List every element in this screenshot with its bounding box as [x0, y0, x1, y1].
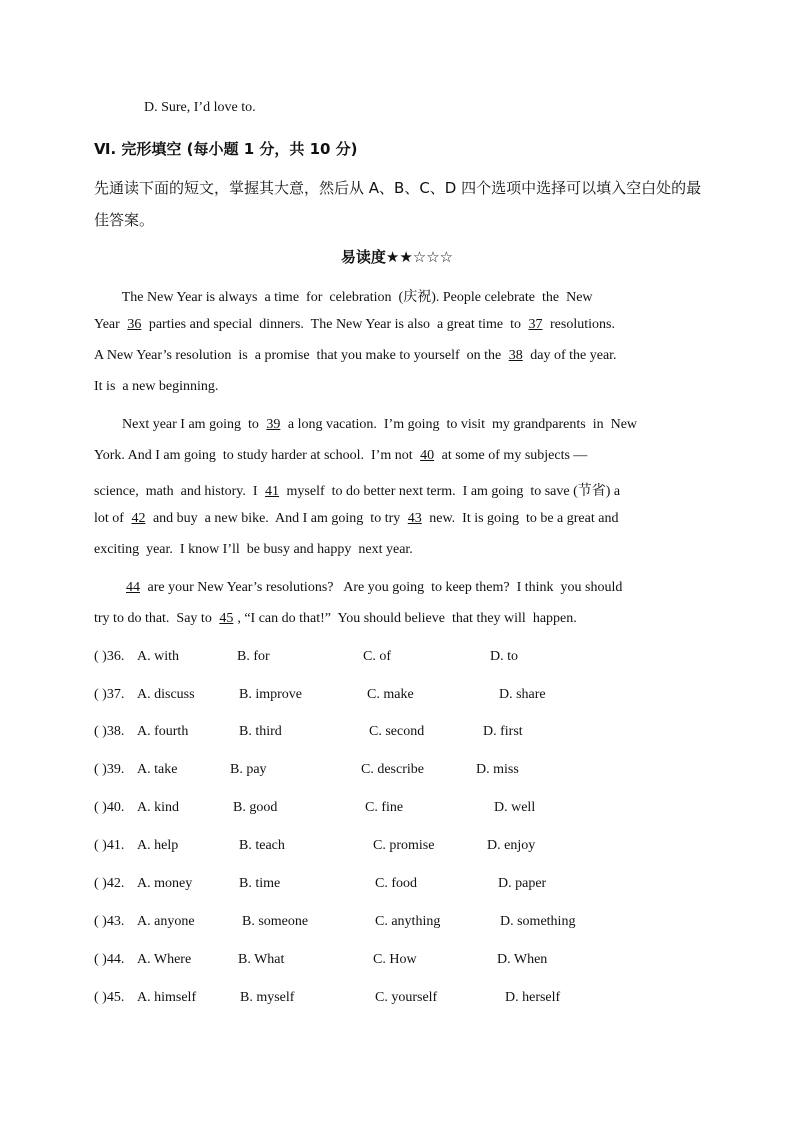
section-instruction: 先通读下面的短文，掌握其大意，然后从 A、B、C、D 四个选项中选择可以填入空白处的最佳答案。: [94, 179, 702, 229]
passage-text: A New Year’s resolution is a promise that you make to yourself on the: [94, 348, 505, 363]
option-d: D. paper: [498, 876, 547, 891]
passage-text: exciting year. I know I’ll be busy and happy next year.: [94, 542, 413, 557]
question-number: ( )39.: [94, 762, 125, 777]
option-b: B. time: [239, 876, 281, 891]
passage-line: [94, 480, 620, 500]
question-number: ( )40.: [94, 800, 125, 815]
blank-41: 41: [265, 484, 280, 499]
passage-text: new. It is going to be a great and: [425, 511, 619, 526]
passage-line: [94, 348, 617, 364]
option-d: D. first: [483, 724, 523, 739]
blank-38: 38: [508, 348, 523, 363]
blank-36: 36: [127, 317, 142, 332]
passage-text: try to do that. Say to: [94, 611, 216, 626]
option-a: A. anyone: [137, 914, 195, 929]
passage-line: [94, 448, 587, 464]
option-c: C. How: [373, 952, 417, 967]
option-a: A. money: [137, 876, 193, 891]
passage-text: The New Year is always a time for celebration (庆祝). People celebrate the New: [94, 290, 593, 305]
section-title: Ⅵ. 完形填空 (每小题 1 分，共 10 分): [94, 140, 358, 158]
option-d: D. something: [500, 914, 576, 929]
passage-text: resolutions.: [546, 317, 615, 332]
passage-text: myself to do better next term. I am going to save (节省) a: [283, 484, 621, 499]
question-number: ( )38.: [94, 724, 125, 739]
passage-text: day of the year.: [526, 348, 617, 363]
option-c: C. yourself: [375, 990, 438, 1005]
option-a: A. fourth: [137, 724, 189, 739]
option-c: C. of: [363, 649, 391, 664]
option-c: C. second: [369, 724, 425, 739]
option-a: A. with: [137, 649, 179, 664]
option-b: B. someone: [242, 914, 309, 929]
option-d: D. enjoy: [487, 838, 536, 853]
option-d: D. When: [497, 952, 548, 967]
blank-37: 37: [528, 317, 543, 332]
difficulty-rating: 易读度★★☆☆☆: [340, 248, 454, 266]
option-b: B. good: [233, 800, 278, 815]
option-b: B. myself: [240, 990, 295, 1005]
passage-line: [94, 580, 622, 596]
passage-line: [94, 417, 637, 433]
blank-39: 39: [266, 417, 281, 432]
option-d: D. well: [494, 800, 536, 815]
option-a: A. help: [137, 838, 179, 853]
passage-text: a long vacation. I’m going to visit my grandparents in New: [284, 417, 638, 432]
option-a: A. Where: [137, 952, 192, 967]
passage-line: [94, 379, 218, 395]
passage-text: and buy a new bike. And I am going to try: [149, 511, 404, 526]
question-number: ( )43.: [94, 914, 125, 929]
question-number: ( )45.: [94, 990, 125, 1005]
passage-text: [94, 580, 122, 595]
option-a: A. discuss: [137, 687, 195, 702]
passage-text: science, math and history. I: [94, 484, 262, 499]
passage-line: [94, 542, 413, 558]
option-a: A. kind: [137, 800, 179, 815]
passage-line: [94, 611, 577, 627]
blank-45: 45: [219, 611, 234, 626]
option-b: B. improve: [239, 687, 302, 702]
option-c: C. promise: [373, 838, 435, 853]
blank-42: 42: [131, 511, 146, 526]
question-number: ( )37.: [94, 687, 125, 702]
question-number: ( )36.: [94, 649, 125, 664]
option-b: B. third: [239, 724, 282, 739]
passage-line: [94, 511, 618, 527]
option-b: B. What: [238, 952, 285, 967]
option-a: A. himself: [137, 990, 197, 1005]
passage-text: lot of: [94, 511, 128, 526]
question-number: ( )41.: [94, 838, 125, 853]
question-number: ( )44.: [94, 952, 125, 967]
option-c: C. anything: [375, 914, 441, 929]
passage-text: are your New Year’s resolutions? Are you going to keep them? I think you should: [144, 580, 623, 595]
option-c: C. fine: [365, 800, 404, 815]
passage-text: York. And I am going to study harder at school. I’m not: [94, 448, 417, 463]
blank-44: 44: [126, 580, 140, 595]
blank-43: 43: [407, 511, 422, 526]
passage-text: It is a new beginning.: [94, 379, 219, 394]
option-b: B. teach: [239, 838, 285, 853]
passage-line: [94, 317, 615, 333]
blank-40: 40: [420, 448, 435, 463]
option-c: C. make: [367, 687, 414, 702]
passage-text: at some of my subjects —: [438, 448, 588, 463]
option-b: B. pay: [230, 762, 267, 777]
passage-text: parties and special dinners. The New Year is also a great time to: [145, 317, 525, 332]
option-b: B. for: [237, 649, 270, 664]
passage-text: , “I can do that!” You should believe that they will happen.: [237, 611, 577, 626]
passage-line: [94, 286, 593, 306]
option-d: D. herself: [505, 990, 561, 1005]
option-c: C. food: [375, 876, 417, 891]
option-c: C. describe: [361, 762, 424, 777]
option-d: D. to: [490, 649, 518, 664]
option-d: D. miss: [476, 762, 519, 777]
option-a: A. take: [137, 762, 178, 777]
option-d: D. share: [499, 687, 546, 702]
passage-text: Next year I am going to: [94, 417, 263, 432]
question-number: ( )42.: [94, 876, 125, 891]
passage-text: Year: [94, 317, 124, 332]
previous-question-option-d: D. Sure, I’d love to.: [144, 100, 256, 115]
